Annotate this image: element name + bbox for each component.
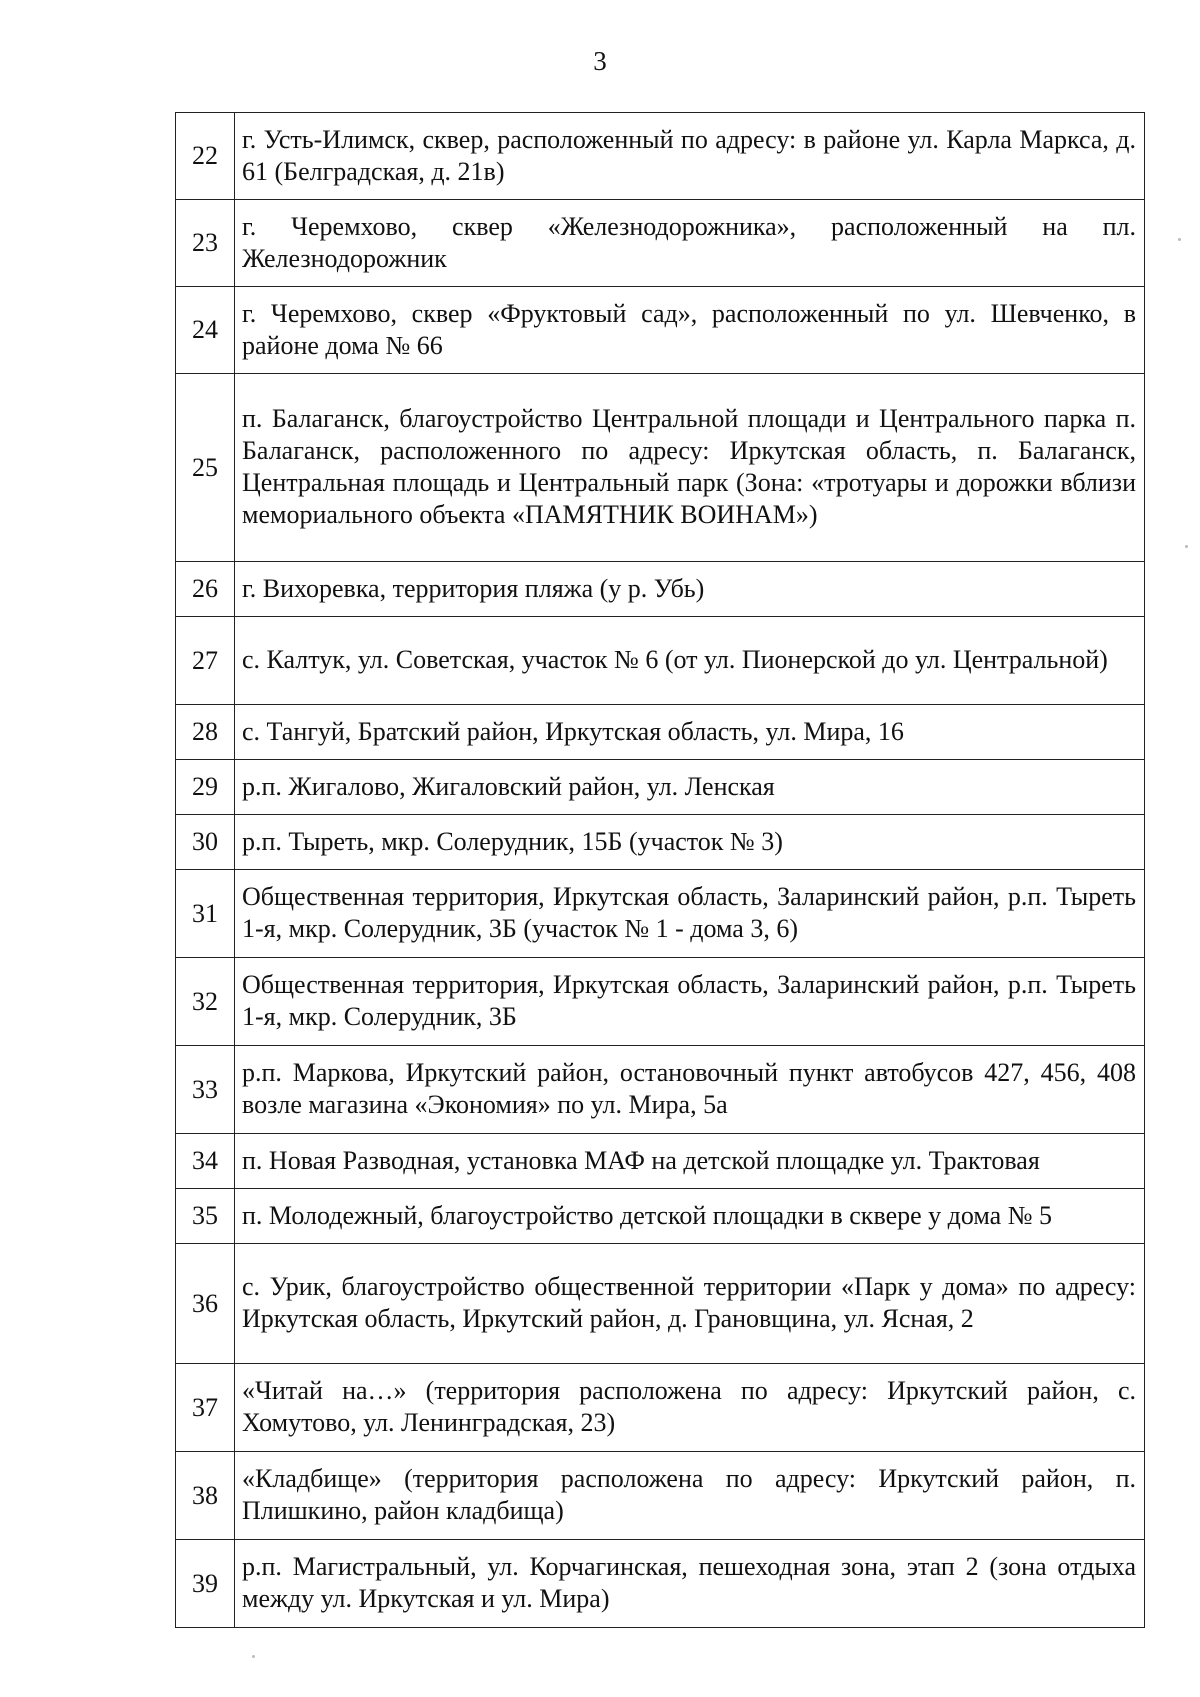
table-row — [176, 617, 1145, 705]
row-description: с. Урик, благоустройство общественной территории «Парк у дома» по адресу: Иркутская область, Иркутский район, д. Грановщина, ул. Ясная, 2 — [235, 1244, 1145, 1364]
row-description: п. Молодежный, благоустройство детской площадки в сквере у дома № 5 — [235, 1189, 1145, 1244]
row-description: п. Балаганск, благоустройство Центральной площади и Центрального парка п. Балаганск, расположенного по адресу: Иркутская область, п. Балаганск, Центральная площадь и Центральный парк (Зона: «тротуары и дорожки вблизи мемориального объекта «ПАМЯТНИК ВОИНАМ») — [235, 374, 1145, 562]
table-row — [176, 200, 1145, 287]
table-row — [176, 870, 1145, 958]
table-row — [176, 1189, 1145, 1244]
table-row — [176, 1134, 1145, 1189]
table-row — [176, 374, 1145, 562]
row-description: п. Новая Разводная, установка МАФ на детской площадке ул. Трактовая — [235, 1134, 1145, 1189]
table-row — [176, 815, 1145, 870]
row-number: 31 — [176, 870, 235, 958]
row-description: г. Черемхово, сквер «Фруктовый сад», расположенный по ул. Шевченко, в районе дома № 66 — [235, 287, 1145, 374]
territory-table-body — [176, 113, 1145, 1628]
row-number: 22 — [176, 113, 235, 200]
row-description: г. Черемхово, сквер «Железнодорожника», расположенный на пл. Железнодорожник — [235, 200, 1145, 287]
row-description: р.п. Магистральный, ул. Корчагинская, пешеходная зона, этап 2 (зона отдыха между ул. Иркутская и ул. Мира) — [235, 1540, 1145, 1628]
row-description: «Кладбище» (территория расположена по адресу: Иркутский район, п. Плишкино, район кладбища) — [235, 1452, 1145, 1540]
row-number: 25 — [176, 374, 235, 562]
row-number: 37 — [176, 1364, 235, 1452]
scan-speck — [1185, 545, 1188, 548]
row-description: г. Вихоревка, территория пляжа (у р. Убь) — [235, 562, 1145, 617]
row-number: 28 — [176, 705, 235, 760]
table-row — [176, 113, 1145, 200]
row-number: 23 — [176, 200, 235, 287]
table-row — [176, 1540, 1145, 1628]
row-number: 29 — [176, 760, 235, 815]
row-description: с. Калтук, ул. Советская, участок № 6 (от ул. Пионерской до ул. Центральной) — [235, 617, 1145, 705]
row-description: с. Тангуй, Братский район, Иркутская область, ул. Мира, 16 — [235, 705, 1145, 760]
row-description: Общественная территория, Иркутская область, Заларинский район, р.п. Тыреть 1-я, мкр. Солерудник, 3Б — [235, 958, 1145, 1046]
table-row — [176, 1046, 1145, 1134]
row-number: 30 — [176, 815, 235, 870]
table-row — [176, 1244, 1145, 1364]
table-row — [176, 287, 1145, 374]
row-number: 38 — [176, 1452, 235, 1540]
row-number: 27 — [176, 617, 235, 705]
scan-speck — [1178, 238, 1181, 241]
row-number: 36 — [176, 1244, 235, 1364]
row-description: г. Усть-Илимск, сквер, расположенный по адресу: в районе ул. Карла Маркса, д. 61 (Белградская, д. 21в) — [235, 113, 1145, 200]
table-row — [176, 958, 1145, 1046]
page-number: 3 — [593, 46, 607, 76]
row-description: Общественная территория, Иркутская область, Заларинский район, р.п. Тыреть 1-я, мкр. Солерудник, 3Б (участок № 1 - дома 3, 6) — [235, 870, 1145, 958]
scan-speck — [252, 1655, 255, 1658]
row-number: 24 — [176, 287, 235, 374]
table-row — [176, 1452, 1145, 1540]
row-number: 39 — [176, 1540, 235, 1628]
row-description: р.п. Жигалово, Жигаловский район, ул. Ленская — [235, 760, 1145, 815]
table-row — [176, 1364, 1145, 1452]
row-description: р.п. Маркова, Иркутский район, остановочный пункт автобусов 427, 456, 408 возле магазина «Экономия» по ул. Мира, 5а — [235, 1046, 1145, 1134]
row-description: «Читай на…» (территория расположена по адресу: Иркутский район, с. Хомутово, ул. Ленинградская, 23) — [235, 1364, 1145, 1452]
row-number: 33 — [176, 1046, 235, 1134]
row-number: 32 — [176, 958, 235, 1046]
row-description: р.п. Тыреть, мкр. Солерудник, 15Б (участок № 3) — [235, 815, 1145, 870]
territory-table — [175, 112, 1145, 1628]
table-row — [176, 705, 1145, 760]
table-row — [176, 562, 1145, 617]
row-number: 35 — [176, 1189, 235, 1244]
row-number: 34 — [176, 1134, 235, 1189]
table-row — [176, 760, 1145, 815]
row-number: 26 — [176, 562, 235, 617]
